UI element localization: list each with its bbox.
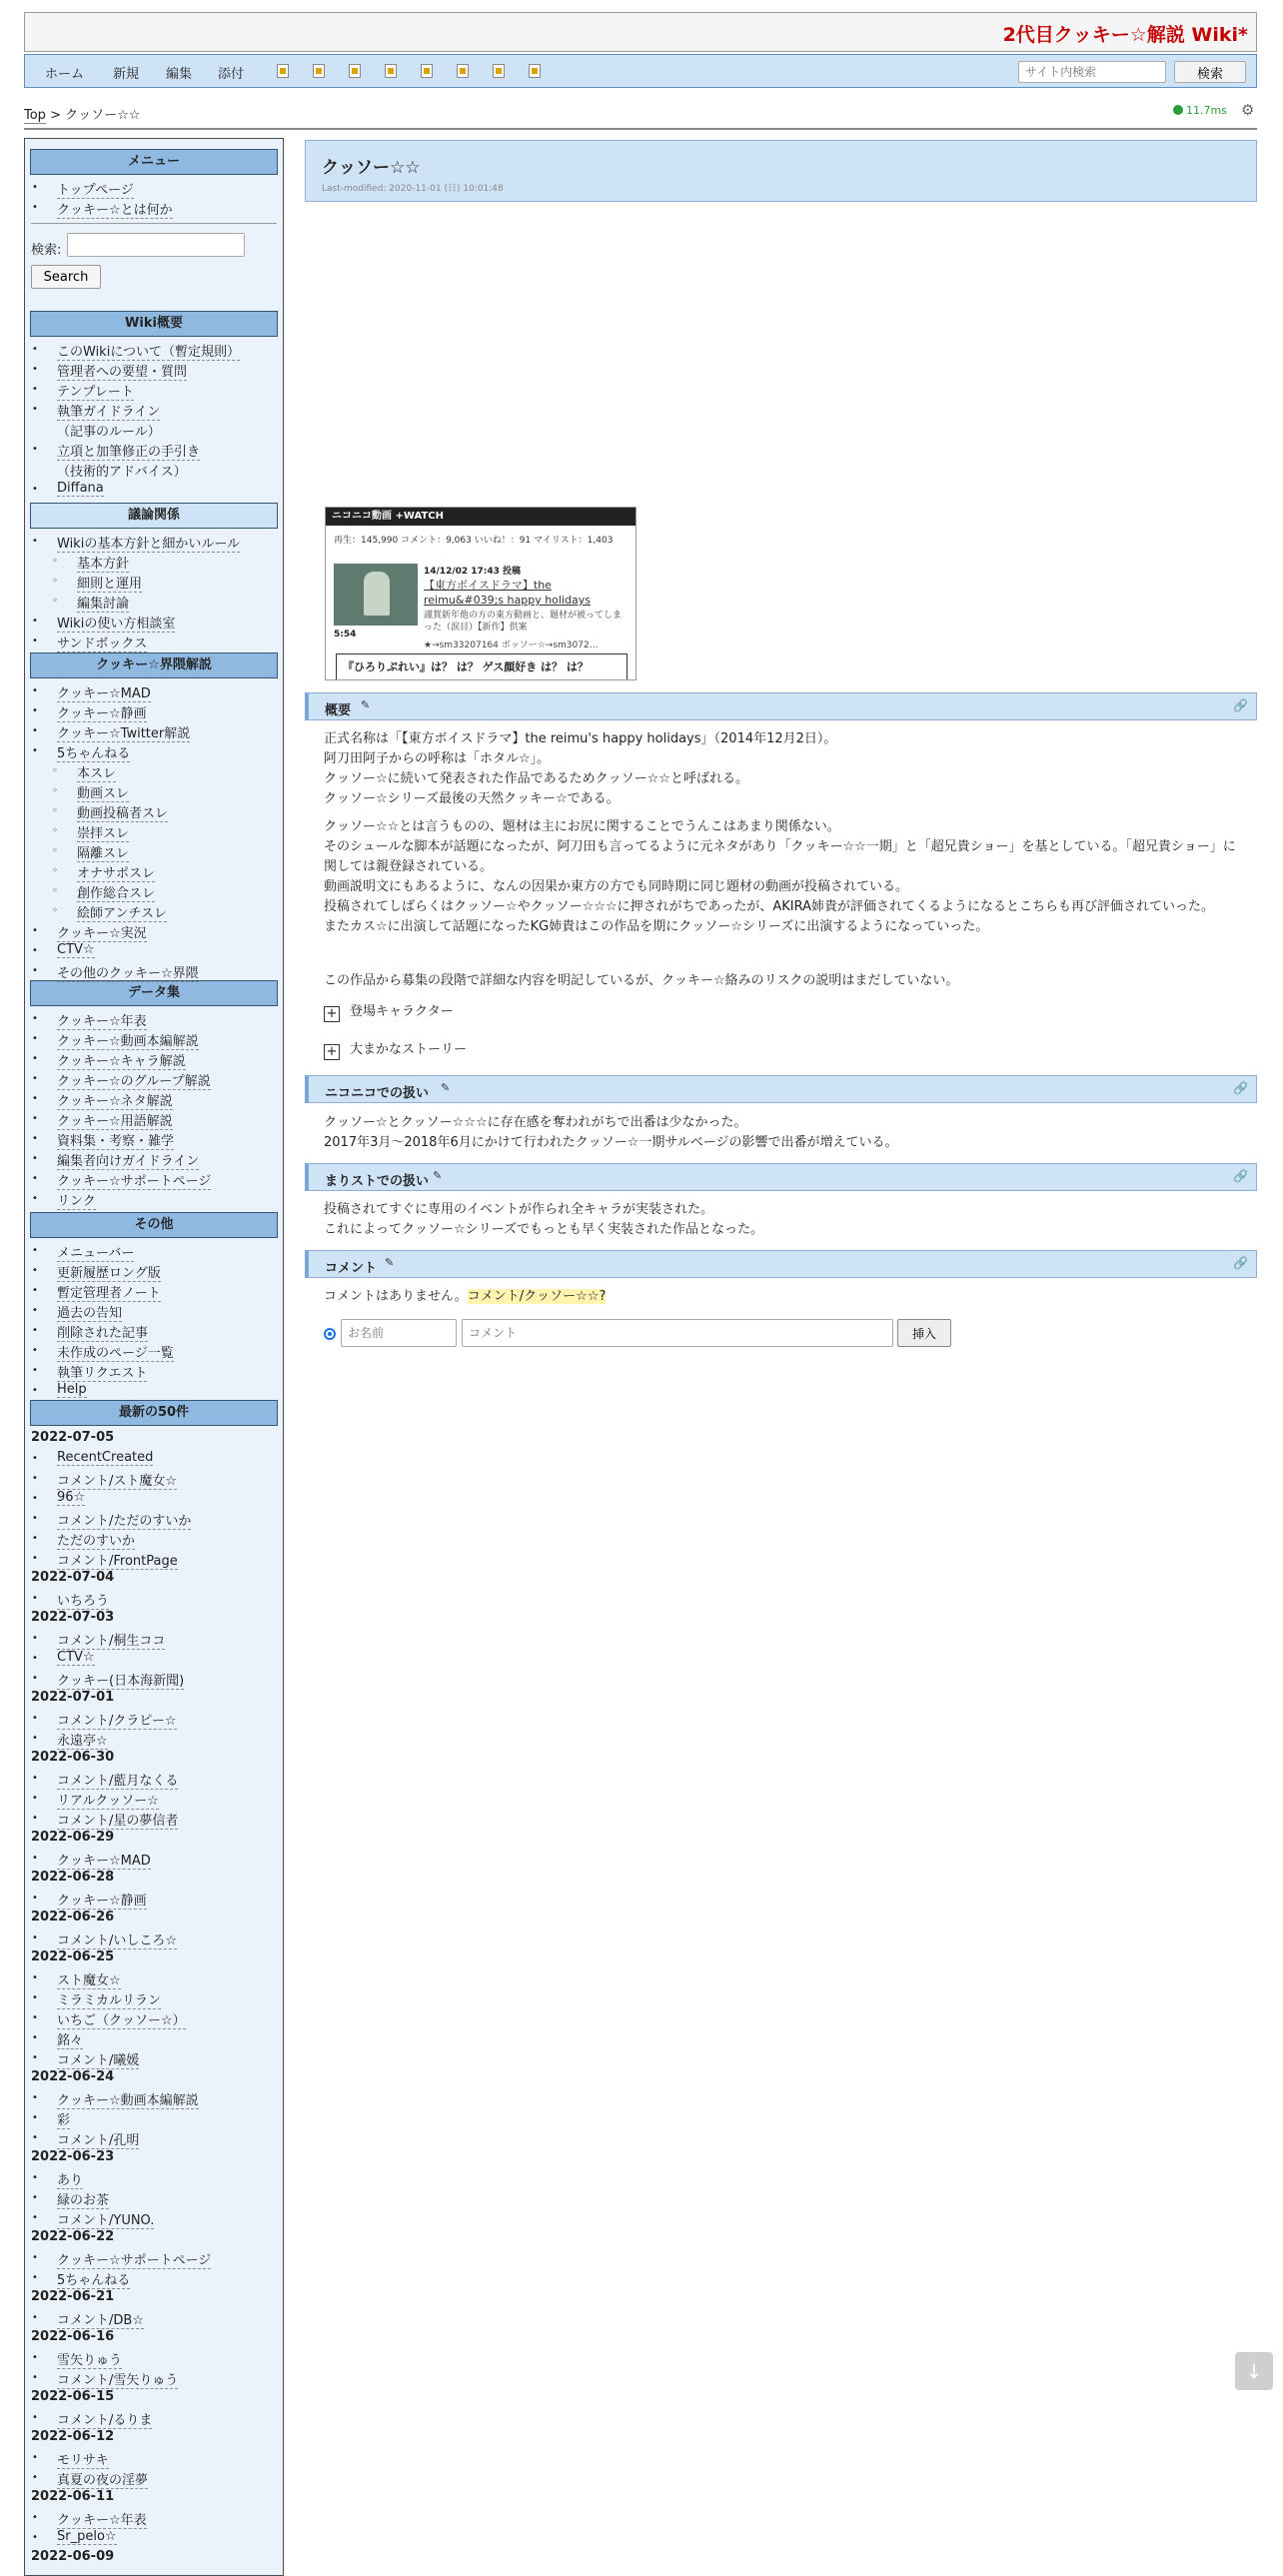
- recent-date: 2022-06-28: [31, 1870, 115, 1885]
- overview-line: 阿刀田阿子からの呼称は「ホタル☆」。: [324, 751, 551, 766]
- video-title-link[interactable]: 【東方ボイスドラマ】the reimu&#039;s happy holidays: [424, 579, 591, 607]
- sidebar-item-other[interactable]: 過去の告知: [57, 1306, 123, 1321]
- recent-item[interactable]: 真夏の夜の淫夢: [57, 2473, 149, 2488]
- toolbar: [24, 54, 1257, 88]
- last-modified: Last-modified: 2020-11-01 (日) 10:01:48: [322, 184, 504, 194]
- nico-line: クッソー☆とクッソー☆☆☆に存在感を奪われがちで出番は少なかった。: [324, 1115, 747, 1130]
- bullet-icon: •: [32, 1325, 38, 1336]
- recent-date: 2022-06-12: [31, 2429, 115, 2444]
- bullet-icon: •: [32, 1972, 38, 1983]
- bullet-icon: •: [32, 2032, 38, 2043]
- sidebar-item-other[interactable]: Help: [57, 1382, 87, 1397]
- sidebar-item-data[interactable]: 資料集・考察・雑学: [57, 1134, 175, 1149]
- page-title-box: [305, 140, 1257, 202]
- recent-date: 2022-06-22: [31, 2229, 115, 2244]
- lock-icon[interactable]: [421, 64, 433, 78]
- sidebar-item-debate[interactable]: 編集討論: [77, 597, 130, 612]
- site-title[interactable]: 2代目クッキー☆解説 Wiki*: [1002, 24, 1248, 46]
- bullet-icon: •: [32, 1673, 38, 1684]
- divider: [24, 128, 1257, 130]
- breadcrumb-separator: >: [45, 108, 66, 123]
- sidebar-item-data[interactable]: クッキー☆キャラ解説: [57, 1054, 186, 1069]
- freeze-icon[interactable]: [277, 64, 289, 78]
- sidebar-note: （記事のルール）: [57, 425, 161, 440]
- recent-item[interactable]: コメント/星の夢信者: [57, 1814, 179, 1829]
- status-dot-icon: [1173, 105, 1183, 115]
- section-marist-heading: [305, 1163, 1257, 1191]
- recent-date: 2022-06-23: [31, 2149, 115, 2164]
- recent-item[interactable]: 緑のお茶: [57, 2193, 110, 2208]
- sidebar-item-wiki[interactable]: 執筆ガイドライン: [57, 405, 161, 420]
- recent-date: 2022-06-26: [31, 1910, 115, 1925]
- sidebar-heading-recent: 最新の50件: [30, 1400, 278, 1426]
- recent-item[interactable]: 雪矢りゅう: [57, 2353, 123, 2368]
- bullet-icon: •: [32, 1932, 38, 1943]
- bullet-icon: •: [32, 1265, 38, 1276]
- recent-item[interactable]: コメント/FrontPage: [57, 1554, 178, 1569]
- overview-paragraph-2: [324, 817, 1243, 937]
- bullet-icon: •: [32, 384, 38, 395]
- bullet-icon: •: [32, 2372, 38, 2383]
- bullet-icon: •: [32, 1385, 38, 1396]
- site-header: [24, 12, 1257, 52]
- bullet-icon: •: [32, 1245, 38, 1256]
- pencil-icon[interactable]: ✎: [441, 1081, 451, 1094]
- sidebar-item-cookie[interactable]: オナサポスレ: [77, 866, 156, 881]
- copy-icon[interactable]: [457, 64, 469, 78]
- bullet-icon: •: [32, 636, 38, 646]
- marist-paragraph: [324, 1200, 1243, 1240]
- arrow-down-icon: ↓: [1245, 2359, 1263, 2383]
- upload-icon[interactable]: [385, 64, 397, 78]
- sidebar-item-wiki[interactable]: 立項と加筆修正の手引き: [57, 445, 201, 460]
- recent-item[interactable]: クッキー☆年表: [57, 2513, 147, 2528]
- bullet-icon: •: [32, 1473, 38, 1484]
- bullet-icon: •: [32, 1533, 38, 1544]
- sidebar-heading-menu: メニュー: [30, 149, 278, 175]
- bullet-icon: •: [32, 2412, 38, 2423]
- overview-line: クッソー☆に続いて発表された作品であるためクッソー☆☆と呼ばれる。: [324, 771, 748, 786]
- breadcrumb: [24, 104, 140, 123]
- bullet-icon: •: [32, 2212, 38, 2223]
- scroll-down-button[interactable]: [1235, 2352, 1273, 2390]
- recent-date: 2022-07-04: [31, 1570, 115, 1585]
- bullet-icon: •: [32, 925, 38, 936]
- bullet-icon: •: [32, 2532, 38, 2543]
- recent-item[interactable]: コメント/孔明: [57, 2133, 140, 2148]
- sidebar-item-top[interactable]: トップページ: [57, 183, 134, 198]
- recent-item[interactable]: 永遠亭☆: [57, 1734, 108, 1749]
- comment-radio[interactable]: [324, 1328, 336, 1340]
- bullet-icon: •: [32, 344, 38, 355]
- bullet-icon: •: [32, 1345, 38, 1356]
- sidebar-item-debate[interactable]: サンドボックス: [57, 637, 148, 651]
- sidebar-item-cookie[interactable]: CTV☆: [57, 942, 95, 957]
- gear-icon[interactable]: ⚙: [1241, 101, 1255, 119]
- bullet-icon: •: [32, 1133, 38, 1144]
- bullet-icon: •: [32, 2052, 38, 2063]
- comment-insert-button[interactable]: 挿入: [897, 1319, 951, 1347]
- bullet-icon: •: [32, 2452, 38, 2463]
- bullet-icon: •: [32, 1513, 38, 1524]
- backup-icon[interactable]: [349, 64, 361, 78]
- bullet-icon: •: [32, 2012, 38, 2023]
- recent-item[interactable]: クッキー(日本海新聞): [57, 1674, 185, 1689]
- sidebar-item-cookie[interactable]: 本スレ: [77, 766, 117, 781]
- bullet-icon: •: [32, 1013, 38, 1024]
- site-search-input[interactable]: [1018, 61, 1166, 83]
- sidebar-item-cookie[interactable]: 絵師アンチスレ: [77, 906, 167, 921]
- niconico-embed[interactable]: [325, 507, 637, 680]
- bullet-icon: •: [32, 1633, 38, 1644]
- sidebar-item-data[interactable]: クッキー☆年表: [57, 1014, 147, 1029]
- section-title: まりストでの扱い: [325, 1174, 430, 1189]
- page-title: クッソー☆☆: [322, 158, 421, 178]
- overview-line: 正式名称は「【東方ボイスドラマ】the reimu's happy holidays」（2014年12月2日）。: [324, 731, 837, 746]
- bullet-icon: ◦: [52, 865, 58, 876]
- section-title: ニコニコでの扱い: [325, 1086, 430, 1101]
- pencil-icon[interactable]: ✎: [433, 1169, 443, 1182]
- sidebar-item-cookie[interactable]: 動画スレ: [77, 786, 130, 801]
- fold-label: 大まかなストーリー: [350, 1042, 468, 1057]
- bullet-icon: •: [32, 1773, 38, 1784]
- recent-item[interactable]: ミラミカルリラン: [57, 1993, 162, 2008]
- recent-item[interactable]: ただのすいか: [57, 1534, 136, 1549]
- recent-item[interactable]: コメント/桐生ココ: [57, 1634, 166, 1649]
- recent-date: 2022-06-25: [31, 1949, 115, 1964]
- bullet-icon: •: [32, 965, 38, 976]
- recent-item[interactable]: コメント/YUNO.: [57, 2213, 155, 2228]
- section-title: コメント: [325, 1261, 378, 1276]
- sidebar-note: （技術的アドバイス）: [57, 465, 187, 480]
- nav-new[interactable]: 新規: [113, 67, 140, 82]
- bullet-icon: •: [32, 685, 38, 696]
- bullet-icon: •: [32, 404, 38, 415]
- recent-item[interactable]: コメント/曦媛: [57, 2053, 140, 2068]
- recent-date: 2022-07-05: [31, 1430, 115, 1445]
- bullet-icon: ◦: [52, 905, 58, 916]
- expand-icon[interactable]: +: [324, 1044, 340, 1060]
- recent-item[interactable]: 彩: [57, 2113, 71, 2128]
- bullet-icon: ◦: [52, 845, 58, 856]
- bullet-icon: •: [32, 1053, 38, 1064]
- bullet-icon: •: [32, 1365, 38, 1376]
- sidebar-item-cookie[interactable]: 隔離スレ: [77, 846, 130, 861]
- recent-item[interactable]: CTV☆: [57, 1650, 95, 1665]
- link-icon[interactable]: 🔗: [1233, 1169, 1248, 1183]
- sidebar-item-data[interactable]: クッキー☆サポートページ: [57, 1174, 212, 1189]
- recent-date: 2022-06-15: [31, 2389, 115, 2404]
- overview-line: クッソー☆シリーズ最後の天然クッキー☆である。: [324, 791, 620, 806]
- bullet-icon: •: [32, 2272, 38, 2283]
- bullet-icon: •: [32, 1113, 38, 1124]
- recent-item[interactable]: クッキー☆動画本編解説: [57, 2093, 199, 2108]
- sidebar-item-wiki[interactable]: テンプレート: [57, 385, 134, 400]
- recent-item[interactable]: 銘々: [57, 2033, 84, 2048]
- bullet-icon: •: [32, 705, 38, 716]
- divider: [31, 223, 277, 224]
- link-icon[interactable]: 🔗: [1233, 1081, 1248, 1095]
- sidebar-item-data[interactable]: リンク: [57, 1194, 96, 1209]
- sidebar-item-data[interactable]: 編集者向けガイドライン: [57, 1154, 200, 1169]
- bullet-icon: ◦: [52, 765, 58, 776]
- bullet-icon: •: [32, 945, 38, 956]
- recent-item[interactable]: コメント/いしころ☆: [57, 1933, 178, 1948]
- sidebar-item-wiki[interactable]: Diffana: [57, 481, 104, 496]
- bullet-icon: •: [32, 1093, 38, 1104]
- video-tags: ★→sm33207164 ボッソー☆→sm3072…: [424, 641, 599, 650]
- fold-characters[interactable]: [324, 1000, 454, 1022]
- bullet-icon: •: [32, 202, 38, 213]
- recent-date: 2022-06-09: [31, 2549, 115, 2564]
- recent-item[interactable]: RecentCreated: [57, 1450, 154, 1465]
- recent-date: 2022-07-03: [31, 1610, 115, 1625]
- sidebar-item-cookie[interactable]: クッキー☆MAD: [57, 686, 151, 701]
- video-date: 14/12/02 17:43 投稿: [424, 567, 522, 577]
- link-icon[interactable]: 🔗: [1233, 1256, 1248, 1270]
- nico-paragraph: [324, 1113, 1243, 1153]
- recent-item[interactable]: コメント/ただのすいか: [57, 1514, 192, 1529]
- overview-line: またカス☆に出演して話題になったKG姉貴はこの作品を期にクッソー☆シリーズに出演するようになっていった。: [324, 919, 989, 934]
- pencil-icon[interactable]: ✎: [385, 1256, 395, 1269]
- sidebar-heading-cookie: クッキー☆界隈解説: [30, 652, 278, 678]
- bullet-icon: ◦: [52, 885, 58, 896]
- bullet-icon: •: [32, 1713, 38, 1724]
- diff-icon[interactable]: [313, 64, 325, 78]
- recent-date: 2022-06-30: [31, 1750, 115, 1765]
- recent-item[interactable]: コメント/スト魔女☆: [57, 1474, 178, 1489]
- overview-paragraph-1: [324, 729, 1243, 809]
- sidebar-search-label: 検索:: [31, 243, 62, 258]
- sidebar-item-data[interactable]: クッキー☆用語解説: [57, 1114, 173, 1129]
- recent-item[interactable]: あり: [57, 2173, 84, 2188]
- recent-item[interactable]: コメント/DB☆: [57, 2313, 144, 2328]
- page-list-icon[interactable]: [529, 64, 541, 78]
- bullet-icon: •: [32, 2352, 38, 2363]
- bullet-icon: •: [32, 1793, 38, 1804]
- video-comment: 『ひろりぷれい』は？ は？ ゲス顔好き は？ は？: [336, 653, 628, 680]
- recent-item[interactable]: コメント/るりま: [57, 2413, 153, 2428]
- video-stats: 再生：145,990 コメント：9,063 いいね！：91 マイリスト：1,403: [334, 536, 614, 546]
- sidebar-item-other[interactable]: メニューバー: [57, 1246, 135, 1261]
- bullet-icon: •: [32, 1193, 38, 1204]
- bullet-icon: •: [32, 2112, 38, 2123]
- section-comment-heading: [305, 1250, 1257, 1278]
- overview-paragraph-3: この作品から募集の段階で詳細な内容を明記しているが、クッキー☆絡みのリスクの説明はまだしていない。: [324, 973, 959, 988]
- recent-item[interactable]: リアルクッソー☆: [57, 1794, 159, 1809]
- bullet-icon: ◦: [52, 805, 58, 816]
- recent-date: 2022-06-29: [31, 1830, 115, 1845]
- bullet-icon: •: [32, 616, 38, 627]
- sidebar-item-cookie[interactable]: クッキー☆静画: [57, 706, 147, 721]
- recent-item[interactable]: クッキー☆静画: [57, 1894, 147, 1909]
- breadcrumb-current: クッソー☆☆: [65, 108, 141, 123]
- video-duration: 5:54: [334, 630, 357, 640]
- sidebar-item-data[interactable]: クッキー☆のグループ解説: [57, 1074, 211, 1089]
- sidebar-item-debate[interactable]: Wikiの使い方相談室: [57, 617, 176, 632]
- bullet-icon: •: [32, 1553, 38, 1564]
- sidebar-item-other[interactable]: 執筆リクエスト: [57, 1366, 148, 1381]
- sidebar-search-button[interactable]: Search: [31, 265, 101, 289]
- section-title: 概要: [325, 703, 352, 718]
- bullet-icon: •: [32, 2092, 38, 2103]
- bullet-icon: •: [32, 1813, 38, 1824]
- bullet-icon: •: [32, 364, 38, 375]
- bullet-icon: •: [32, 2132, 38, 2143]
- bullet-icon: •: [32, 1493, 38, 1504]
- recent-item[interactable]: スト魔女☆: [57, 1973, 121, 1988]
- bullet-icon: •: [32, 2472, 38, 2483]
- sidebar-item-cookie[interactable]: 5ちゃんねる: [57, 746, 131, 761]
- bullet-icon: •: [32, 2312, 38, 2323]
- video-thumbnail[interactable]: [334, 564, 418, 626]
- site-search-button[interactable]: 検索: [1174, 61, 1246, 83]
- bullet-icon: •: [32, 444, 38, 455]
- sidebar-item-debate[interactable]: 細則と運用: [77, 577, 143, 592]
- bullet-icon: ◦: [52, 556, 58, 567]
- pencil-icon[interactable]: ✎: [361, 698, 371, 711]
- recent-date: 2022-06-16: [31, 2329, 115, 2344]
- bullet-icon: •: [32, 182, 38, 193]
- bullet-icon: ◦: [52, 785, 58, 796]
- overview-line: そのシュールな脚本が話題になったが、阿刀田も言ってるように元ネタがあり「クッキー☆☆一期」と「超兄貴ショー」を基としている。「超兄貴ショー」に関しては親登録されている。: [324, 839, 1236, 874]
- rename-icon[interactable]: [493, 64, 505, 78]
- bullet-icon: •: [32, 1033, 38, 1044]
- sidebar-search-input[interactable]: [67, 233, 245, 257]
- sidebar-heading-other: その他: [30, 1212, 278, 1238]
- sidebar-item-other[interactable]: 削除された記事: [57, 1326, 149, 1341]
- comment-name-input[interactable]: [341, 1319, 457, 1347]
- expand-icon[interactable]: +: [324, 1006, 340, 1022]
- sidebar-item-cookie[interactable]: クッキー☆Twitter解説: [57, 726, 191, 741]
- comment-status: [324, 1287, 1243, 1307]
- bullet-icon: •: [32, 745, 38, 756]
- recent-item[interactable]: Sr_pelo☆: [57, 2529, 117, 2544]
- sidebar-item-wiki[interactable]: このWikiについて（暫定規則）: [57, 345, 241, 360]
- sidebar-item-other[interactable]: 未作成のページ一覧: [57, 1346, 174, 1361]
- sidebar-heading-data: データ集: [30, 980, 278, 1006]
- sidebar-item-other[interactable]: 更新履歴ロング版: [57, 1266, 161, 1281]
- bullet-icon: •: [32, 484, 38, 495]
- marist-line: これによってクッソー☆シリーズでもっとも早く実装された作品となった。: [324, 1222, 764, 1237]
- comment-text-input[interactable]: [462, 1319, 893, 1347]
- sidebar-heading-debate: 議論関係: [30, 503, 278, 529]
- sidebar-item-wiki[interactable]: 管理者への要望・質問: [57, 365, 188, 380]
- recent-item[interactable]: コメント/藍月なくる: [57, 1774, 179, 1789]
- recent-item[interactable]: コメント/雪矢りゅう: [57, 2373, 179, 2388]
- sidebar-item-cookie[interactable]: 崇拝スレ: [77, 826, 130, 841]
- sidebar-heading-wiki: Wiki概要: [30, 311, 278, 337]
- link-icon[interactable]: 🔗: [1233, 698, 1248, 712]
- recent-item[interactable]: コメント/クラピー☆: [57, 1714, 177, 1729]
- bullet-icon: •: [32, 2512, 38, 2523]
- sidebar-item-debate[interactable]: 基本方針: [77, 557, 130, 572]
- fold-story[interactable]: [324, 1038, 467, 1060]
- bullet-icon: •: [32, 2252, 38, 2263]
- nico-line: 2017年3月～2018年6月にかけて行われたクッソー☆一期サルベージの影響で出番が増えている。: [324, 1135, 898, 1150]
- recent-item[interactable]: 5ちゃんねる: [57, 2273, 131, 2288]
- bullet-icon: •: [32, 1992, 38, 2003]
- bullet-icon: •: [32, 1153, 38, 1164]
- bullet-icon: •: [32, 1893, 38, 1904]
- bullet-icon: •: [32, 2192, 38, 2203]
- no-comment-text: コメントはありません。: [324, 1289, 468, 1304]
- recent-date: 2022-06-24: [31, 2069, 115, 2084]
- sidebar-item-cookie[interactable]: その他のクッキー☆界隈: [57, 966, 199, 981]
- section-nico-heading: [305, 1075, 1257, 1103]
- bullet-icon: •: [32, 1173, 38, 1184]
- bullet-icon: •: [32, 1073, 38, 1084]
- recent-item[interactable]: クッキー☆サポートページ: [57, 2253, 212, 2268]
- timing-value: 11.7ms: [1186, 104, 1227, 117]
- sidebar-item-other[interactable]: 暫定管理者ノート: [57, 1286, 161, 1301]
- bullet-icon: •: [32, 536, 38, 547]
- bullet-icon: ◦: [52, 576, 58, 587]
- bullet-icon: •: [32, 1733, 38, 1744]
- overview-line: 投稿されてしばらくはクッソー☆やクッソー☆☆☆に押されがちであったが、AKIRA姉貴が評価されてくるようになるとこちらも再び評価されていった。: [324, 899, 1215, 914]
- marist-line: 投稿されてすぐに専用のイベントが作られ全キャラが実装された。: [324, 1202, 714, 1217]
- overview-line: クッソー☆☆とは言うものの、題材は主にお尻に関することでうんこはあまり関係ない。: [324, 819, 840, 834]
- recent-item[interactable]: 96☆: [57, 1490, 86, 1505]
- sidebar-item-cookie[interactable]: 動画投稿者スレ: [77, 806, 169, 821]
- nav-edit[interactable]: 編集: [166, 67, 193, 82]
- bullet-icon: •: [32, 1653, 38, 1664]
- breadcrumb-top-link[interactable]: Top: [24, 108, 46, 123]
- sidebar-item-cookie[interactable]: 創作総合スレ: [77, 886, 156, 901]
- bullet-icon: •: [32, 2172, 38, 2183]
- bullet-icon: •: [32, 1853, 38, 1864]
- sidebar: [24, 138, 284, 2576]
- recent-item[interactable]: いちろう: [57, 1594, 110, 1609]
- recent-item[interactable]: モリサキ: [57, 2453, 109, 2468]
- recent-date: 2022-06-11: [31, 2489, 115, 2504]
- nav-attach[interactable]: 添付: [218, 67, 245, 82]
- sidebar-item-cookie[interactable]: クッキー☆実況: [57, 926, 147, 941]
- sidebar-item-data[interactable]: クッキー☆ネタ解説: [57, 1094, 173, 1109]
- sidebar-item-debate[interactable]: Wikiの基本方針と細かいルール: [57, 537, 241, 552]
- sidebar-item-about-cookie[interactable]: クッキー☆とは何か: [57, 203, 173, 218]
- nav-home[interactable]: ホーム: [45, 67, 85, 82]
- bullet-icon: •: [32, 1593, 38, 1604]
- recent-date: 2022-07-01: [31, 1690, 115, 1705]
- fold-label: 登場キャラクター: [350, 1004, 454, 1019]
- render-timing: [1173, 104, 1227, 117]
- sidebar-item-data[interactable]: クッキー☆動画本編解説: [57, 1034, 199, 1049]
- video-header: ニコニコ動画 +WATCH: [326, 508, 636, 526]
- bullet-icon: ◦: [52, 825, 58, 836]
- video-description: 謹賀新年他の方の東方動画と、題材が被ってしまった（涙目）【新作】供案: [424, 611, 623, 633]
- overview-line: 動画説明文にもあるように、なんの因果か東方の方でも同時期に同じ題材の動画が投稿されている。: [324, 879, 909, 894]
- bullet-icon: ◦: [52, 596, 58, 607]
- bullet-icon: •: [32, 725, 38, 736]
- bullet-icon: •: [32, 1305, 38, 1316]
- bullet-icon: •: [32, 1453, 38, 1464]
- comment-page-link[interactable]: コメント/クッソー☆☆?: [467, 1289, 607, 1304]
- section-overview-heading: [305, 692, 1257, 720]
- recent-item[interactable]: いちご（クッソー☆）: [57, 2013, 186, 2028]
- bullet-icon: •: [32, 1285, 38, 1296]
- recent-item[interactable]: クッキー☆MAD: [57, 1854, 151, 1869]
- recent-date: 2022-06-21: [31, 2289, 115, 2304]
